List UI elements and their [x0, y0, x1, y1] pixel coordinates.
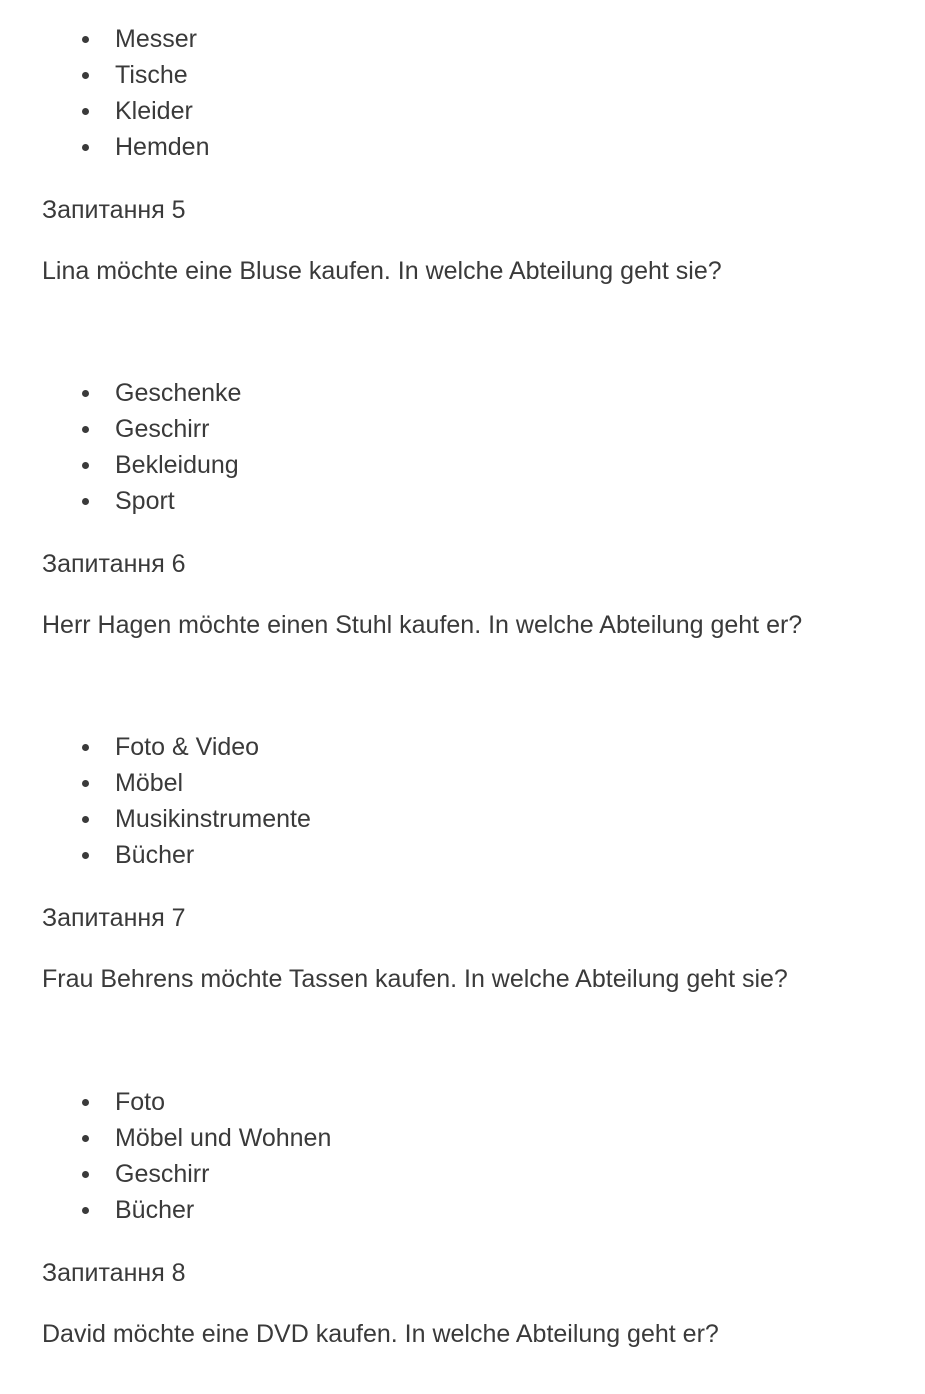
answer-option[interactable]	[0, 1192, 331, 1228]
answer-option-label: Geschirr	[115, 1160, 210, 1188]
answer-option[interactable]	[0, 129, 210, 165]
answer-option-label: Hemden	[115, 133, 210, 161]
answer-option[interactable]	[0, 1120, 331, 1156]
answer-options-list	[0, 375, 241, 519]
answer-options-list	[0, 729, 311, 873]
bullet-icon	[82, 1207, 89, 1214]
answer-option-label: Geschirr	[115, 415, 210, 443]
bullet-icon	[82, 108, 89, 115]
answer-option-label: Sport	[115, 487, 175, 515]
answer-option-label: Möbel und Wohnen	[115, 1124, 332, 1152]
answer-option[interactable]	[0, 1156, 331, 1192]
answer-option-label: Foto & Video	[115, 733, 260, 761]
question-text: Frau Behrens möchte Tassen kaufen. In welche Abteilung geht sie?	[42, 965, 788, 993]
answer-option[interactable]	[0, 1084, 331, 1120]
answer-option-label: Bekleidung	[115, 451, 239, 479]
question-text: Lina möchte eine Bluse kaufen. In welche Abteilung geht sie?	[42, 257, 722, 285]
answer-option[interactable]	[0, 729, 311, 765]
bullet-icon	[82, 816, 89, 823]
answer-options-list	[0, 1084, 331, 1228]
bullet-icon	[82, 744, 89, 751]
answer-option-label: Kleider	[115, 97, 193, 125]
bullet-icon	[82, 462, 89, 469]
bullet-icon	[82, 426, 89, 433]
bullet-icon	[82, 1135, 89, 1142]
bullet-icon	[82, 1099, 89, 1106]
question-text: David möchte eine DVD kaufen. In welche Abteilung geht er?	[42, 1320, 719, 1348]
answer-option-label: Bücher	[115, 1196, 195, 1224]
question-text: Herr Hagen möchte einen Stuhl kaufen. In welche Abteilung geht er?	[42, 611, 803, 639]
answer-option[interactable]	[0, 93, 210, 129]
bullet-icon	[82, 144, 89, 151]
answer-option[interactable]	[0, 447, 241, 483]
question-number: Запитання 5	[42, 196, 186, 224]
answer-option-label: Geschenke	[115, 379, 242, 407]
answer-option[interactable]	[0, 375, 241, 411]
answer-option[interactable]	[0, 483, 241, 519]
bullet-icon	[82, 780, 89, 787]
question-number: Запитання 6	[42, 550, 186, 578]
answer-option[interactable]	[0, 837, 311, 873]
answer-option-label: Musikinstrumente	[115, 805, 311, 833]
answer-option-label: Tische	[115, 61, 188, 89]
bullet-icon	[82, 498, 89, 505]
question-number: Запитання 7	[42, 904, 186, 932]
answer-option[interactable]	[0, 57, 210, 93]
answer-option[interactable]	[0, 765, 311, 801]
answer-option[interactable]	[0, 801, 311, 837]
answer-option-label: Foto	[115, 1088, 166, 1116]
answer-option[interactable]	[0, 411, 241, 447]
answer-options-list	[0, 21, 210, 165]
answer-option-label: Bücher	[115, 841, 195, 869]
bullet-icon	[82, 36, 89, 43]
bullet-icon	[82, 852, 89, 859]
answer-option-label: Möbel	[115, 769, 184, 797]
question-number: Запитання 8	[42, 1259, 186, 1287]
answer-option[interactable]	[0, 21, 210, 57]
bullet-icon	[82, 390, 89, 397]
answer-option-label: Messer	[115, 25, 197, 53]
bullet-icon	[82, 72, 89, 79]
bullet-icon	[82, 1171, 89, 1178]
